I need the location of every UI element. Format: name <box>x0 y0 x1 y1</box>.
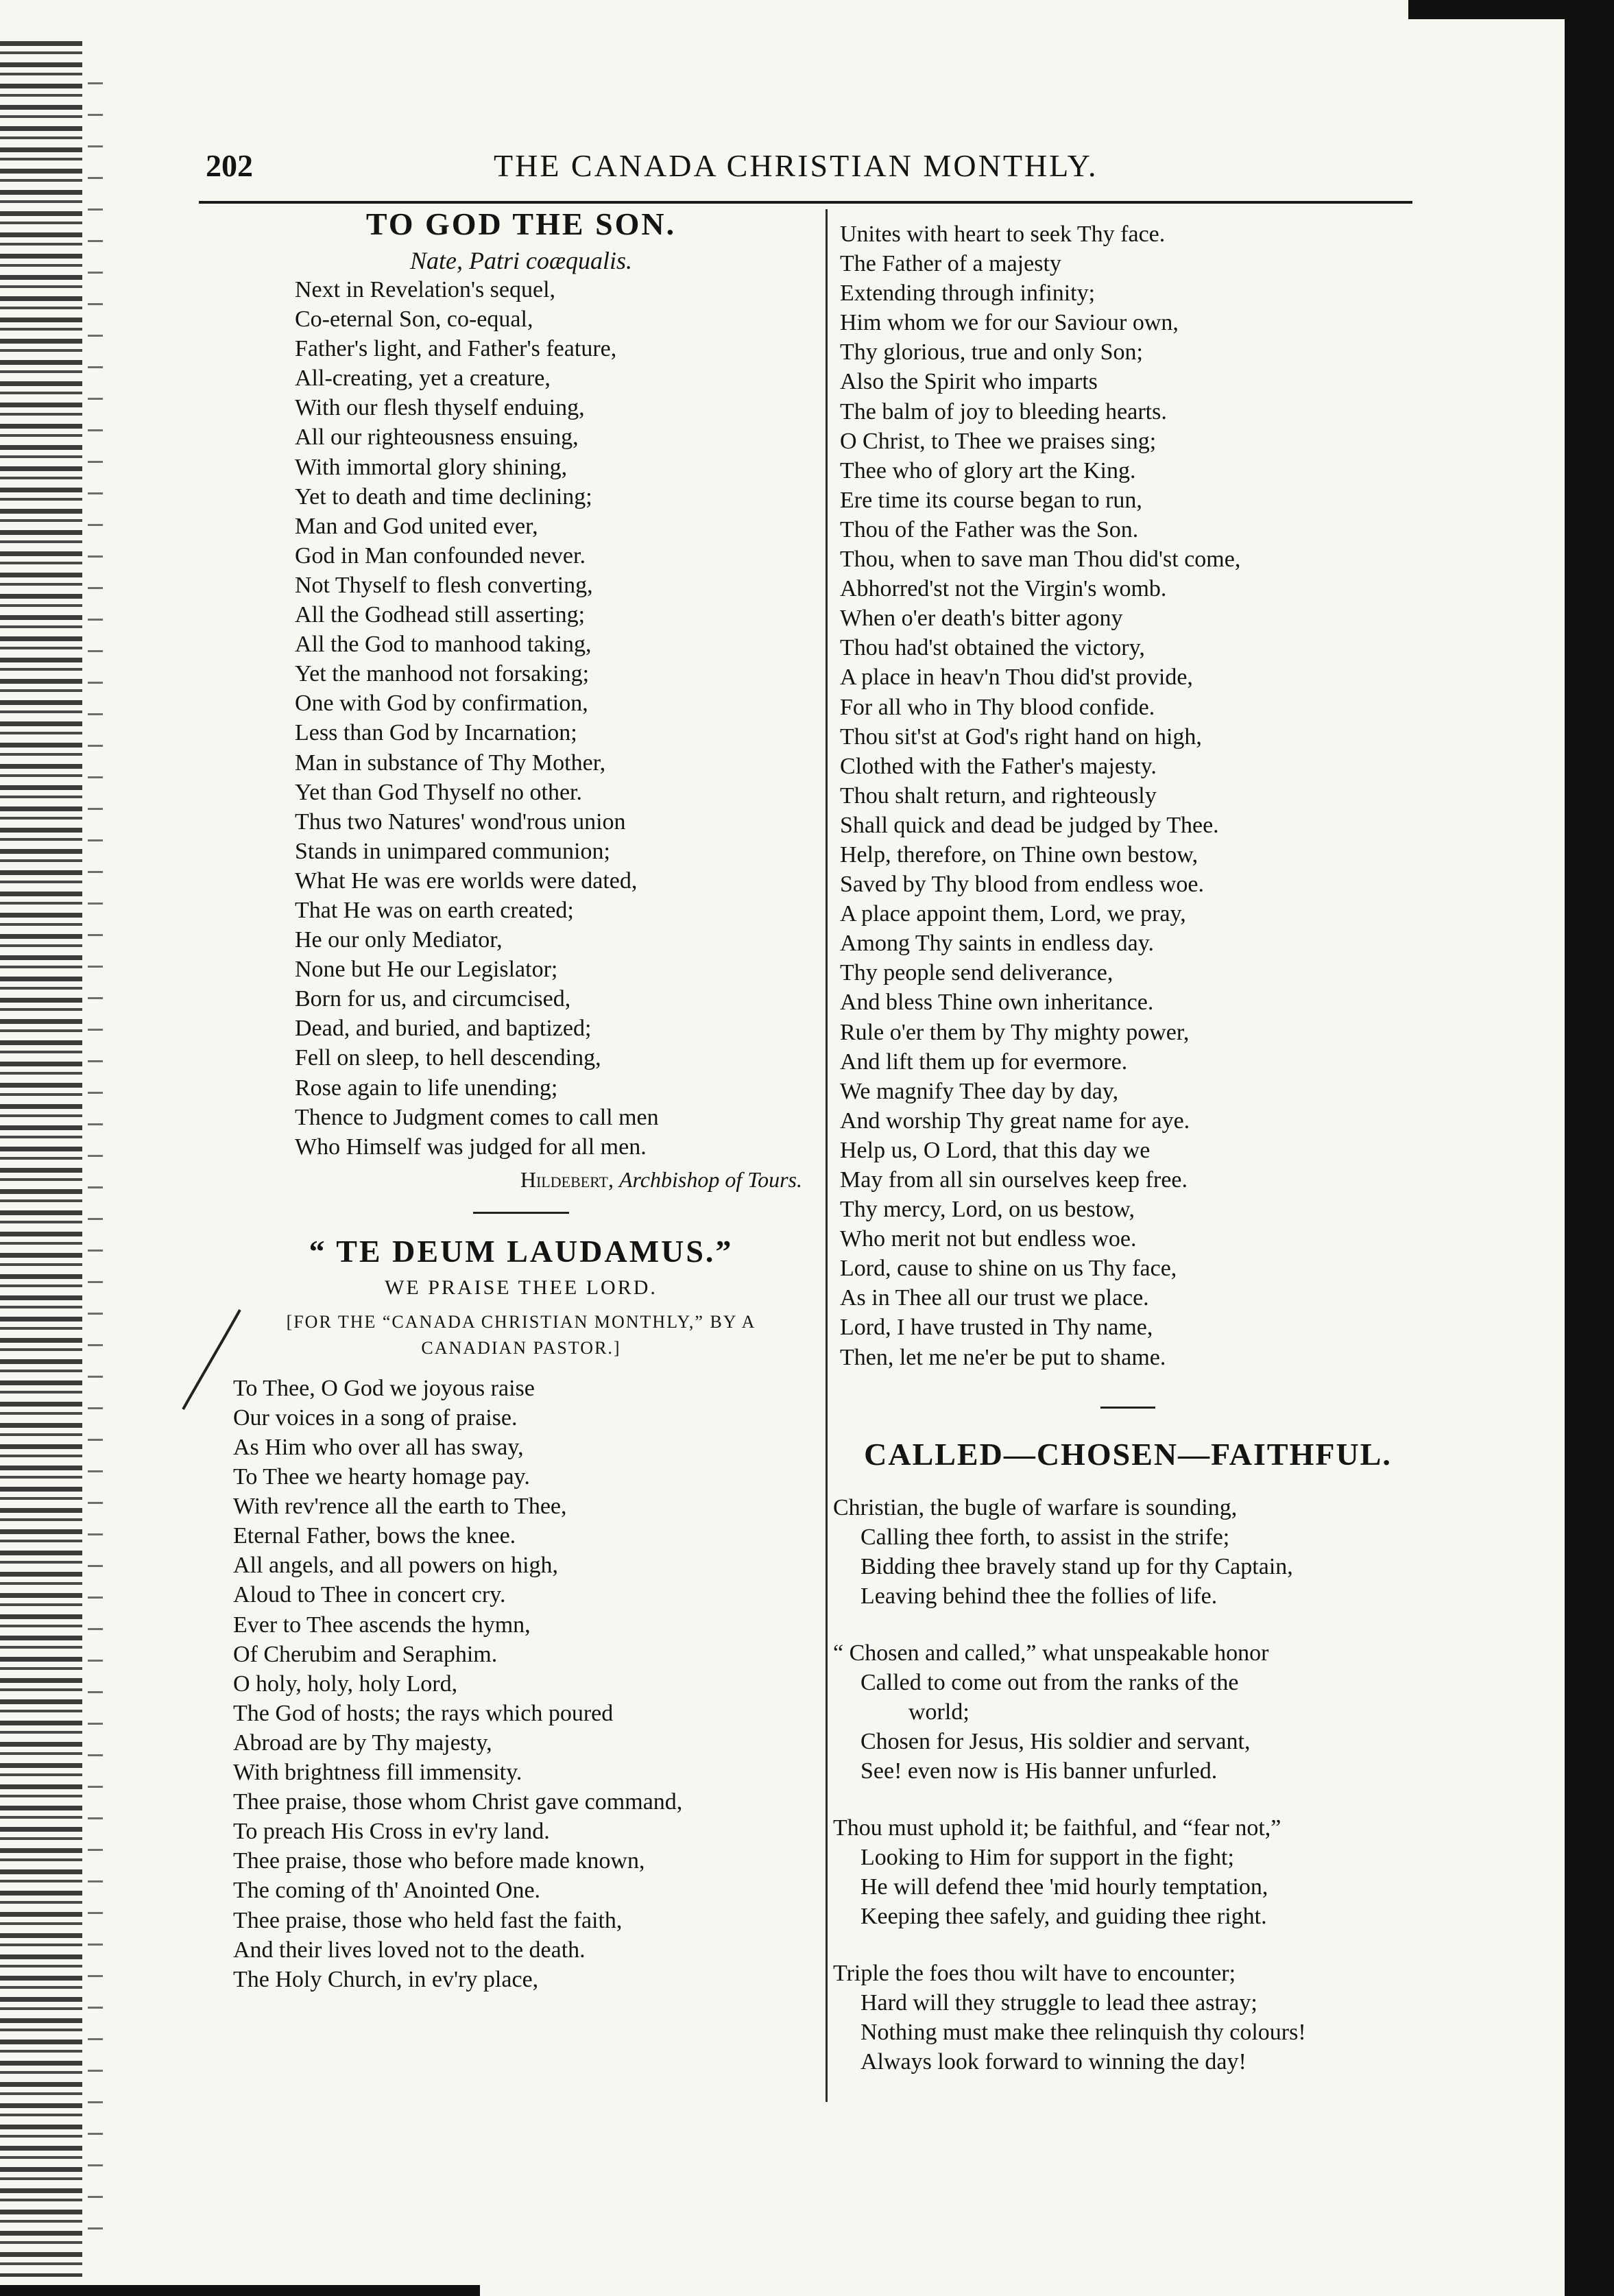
section-rule <box>473 1212 569 1214</box>
poem-line: Saved by Thy blood from endless woe. <box>840 872 1205 898</box>
poem-line: Thee praise, those whom Christ gave command, <box>233 1789 683 1815</box>
poem-line: Co-eternal Son, co-equal, <box>295 307 533 333</box>
page-number: 202 <box>206 148 253 183</box>
scan-edge-bottom <box>0 2285 480 2296</box>
poem-title-te-deum: “ TE DEUM LAUDAMUS.” <box>309 1233 734 1269</box>
poem-line: Thy glorious, true and only Son; <box>840 339 1143 366</box>
poem-line: And worship Thy great name for aye. <box>840 1108 1190 1134</box>
poem-line: All angels, and all powers on high, <box>233 1553 559 1579</box>
poem-line: When o'er death's bitter agony <box>840 606 1123 632</box>
poem-line: Hard will they struggle to lead thee astray; <box>860 1989 1257 2016</box>
header-rule <box>199 201 1412 204</box>
poem-line: Less than God by Incarnation; <box>295 720 577 746</box>
poem-line: Aloud to Thee in concert cry. <box>233 1582 506 1608</box>
stanza <box>833 1493 1423 1611</box>
poem-line: Yet the manhood not forsaking; <box>295 661 590 687</box>
poem-line: Shall quick and dead be judged by Thee. <box>840 812 1219 838</box>
poem-line: Abhorred'st not the Virgin's womb. <box>840 576 1167 602</box>
stanza <box>833 1813 1423 1931</box>
poem-line: Rose again to life unending; <box>295 1075 558 1101</box>
poem-line: Born for us, and circumcised, <box>295 986 571 1012</box>
poem-line: The balm of joy to bleeding hearts. <box>840 398 1167 424</box>
poem-line: Him whom we for our Saviour own, <box>840 310 1179 336</box>
poem-line: Christian, the bugle of warfare is sounding, <box>833 1494 1238 1520</box>
poem-line: Triple the foes thou wilt have to encounter; <box>833 1960 1236 1986</box>
poem-lines <box>226 275 816 1162</box>
poem-line: To Thee we hearty homage pay. <box>233 1464 530 1490</box>
poem-line: A place appoint them, Lord, we pray, <box>840 901 1186 927</box>
stanza <box>833 1959 1423 2077</box>
poem-line: Thence to Judgment comes to call men <box>295 1104 659 1130</box>
poem-line: God in Man confounded never. <box>295 542 586 569</box>
poem-line: Looking to Him for support in the fight; <box>860 1844 1234 1870</box>
scan-edge-right <box>1532 0 1614 2296</box>
poem-line: Thou must uphold it; be faithful, and “fear not,” <box>833 1815 1281 1841</box>
scan-edge-specks <box>88 82 103 2243</box>
poem-line: Yet than God Thyself no other. <box>295 779 583 805</box>
poem-line: O holy, holy, holy Lord, <box>233 1671 458 1697</box>
poem-line: One with God by confirmation, <box>295 691 588 717</box>
poem-line: The Holy Church, in ev'ry place, <box>233 1966 539 1992</box>
editorial-note <box>226 1309 816 1361</box>
poem-line: Thy people send deliverance, <box>840 960 1113 986</box>
poem-line: The coming of th' Anointed One. <box>233 1878 541 1904</box>
attribution-name: Hildebert, <box>520 1167 614 1192</box>
poem-line: To preach His Cross in ev'ry land. <box>233 1819 550 1845</box>
poem-lines <box>226 1374 816 1994</box>
poem-line: Extending through infinity; <box>840 280 1096 307</box>
running-title: THE CANADA CHRISTIAN MONTHLY. <box>494 148 1098 183</box>
poem-line: With our flesh thyself enduing, <box>295 395 585 421</box>
poem-line: Thy mercy, Lord, on us bestow, <box>840 1197 1135 1223</box>
poem-line: Among Thy saints in endless day. <box>840 931 1155 957</box>
poem-lines <box>833 219 1423 1372</box>
poem-title-called-chosen-faithful: CALLED—CHOSEN—FAITHFUL. <box>864 1436 1392 1472</box>
poem-line: He our only Mediator, <box>295 927 503 953</box>
column-divider <box>826 209 828 2102</box>
poem-line: The God of hosts; the rays which poured <box>233 1700 614 1726</box>
poem-line: Thou shalt return, and righteously <box>840 782 1157 809</box>
poem-line: Yet to death and time declining; <box>295 483 592 510</box>
poem-line: Stands in unimpared communion; <box>295 838 610 864</box>
poem-line: Not Thyself to flesh converting, <box>295 572 593 598</box>
poem-line: Bidding thee bravely stand up for thy Captain, <box>860 1553 1293 1579</box>
attribution-place: Archbishop of Tours. <box>618 1167 802 1192</box>
poem-line: Rule o'er them by Thy mighty power, <box>840 1019 1190 1045</box>
poem-line: For all who in Thy blood confide. <box>840 694 1155 720</box>
poem-line: Abroad are by Thy majesty, <box>233 1730 492 1756</box>
poem-line: See! even now is His banner unfurled. <box>860 1758 1218 1784</box>
poem-line: As Him who over all has sway, <box>233 1435 524 1460</box>
poem-line: A place in heav'n Thou did'st provide, <box>840 665 1193 691</box>
poem-line: And lift them up for evermore. <box>840 1049 1128 1075</box>
poem-line: Lord, cause to shine on us Thy face, <box>840 1256 1177 1282</box>
poem-line: Thou, when to save man Thou did'st come, <box>840 547 1241 573</box>
poem-line: Called to come out from the ranks of the <box>860 1669 1239 1695</box>
poem-line: world; <box>908 1699 969 1725</box>
left-column <box>226 206 816 1994</box>
poem-line: Nothing must make thee relinquish thy colours! <box>860 2019 1306 2045</box>
scan-edge-left <box>0 41 82 2277</box>
poem-line: Thus two Natures' wond'rous union <box>295 809 626 835</box>
poem-line: Keeping thee safely, and guiding thee right. <box>860 1903 1267 1929</box>
poem-line: Thou of the Father was the Son. <box>840 516 1139 542</box>
poem-line: As in Thee all our trust we place. <box>840 1285 1149 1311</box>
poem-line: Thee praise, those who held fast the faith, <box>233 1907 623 1933</box>
stanza <box>833 1638 1423 1786</box>
poem-line: And their lives loved not to the death. <box>233 1937 586 1963</box>
poem-line: O Christ, to Thee we praises sing; <box>840 428 1157 454</box>
poem-line: Who merit not but endless woe. <box>840 1226 1137 1252</box>
poem-line: What He was ere worlds were dated, <box>295 868 638 894</box>
poem-line: Clothed with the Father's majesty. <box>840 753 1157 779</box>
poem-subtitle: WE PRAISE THEE LORD. <box>385 1276 658 1299</box>
poem-line: All-creating, yet a creature, <box>295 366 551 392</box>
poem-line: And bless Thine own inheritance. <box>840 990 1154 1016</box>
poem-line: Ere time its course began to run, <box>840 487 1142 513</box>
poem-line: He will defend thee 'mid hourly temptation, <box>860 1874 1268 1900</box>
section-rule <box>1100 1407 1155 1409</box>
poem-line: Eternal Father, bows the knee. <box>233 1523 516 1549</box>
poem-line: Next in Revelation's sequel, <box>295 277 556 302</box>
poem-line: Also the Spirit who imparts <box>840 369 1098 395</box>
poem-line: Thee praise, those who before made known, <box>233 1848 645 1874</box>
poem-line: Leaving behind thee the follies of life. <box>860 1583 1218 1609</box>
poem-line: Calling thee forth, to assist in the strife; <box>860 1524 1230 1550</box>
poem-line: Man and God united ever, <box>295 513 538 539</box>
poem-line: With brightness fill immensity. <box>233 1760 522 1786</box>
poem-line: Thou had'st obtained the victory, <box>840 635 1145 661</box>
poem-line: That He was on earth created; <box>295 897 574 923</box>
poem-line: With immortal glory shining, <box>295 454 568 480</box>
poem-line: We magnify Thee day by day, <box>840 1078 1119 1104</box>
poem-title-to-god-the-son: TO GOD THE SON. <box>365 206 677 241</box>
poem-line: Fell on sleep, to hell descending, <box>295 1045 601 1071</box>
right-column <box>833 219 1423 2104</box>
poem-stanzas <box>833 1493 1423 2077</box>
poem-line: Chosen for Jesus, His soldier and servant, <box>860 1728 1251 1754</box>
poem-line: Ever to Thee ascends the hymn, <box>233 1612 531 1638</box>
poem-line: Of Cherubim and Seraphim. <box>233 1641 498 1667</box>
poem-line: All our righteousness ensuing, <box>295 424 579 451</box>
scan-edge-top-right <box>1408 0 1614 19</box>
poem-line: None but He our Legislator; <box>295 957 558 983</box>
poem-line: Then, let me ne'er be put to shame. <box>840 1344 1166 1370</box>
poem-line: The Father of a majesty <box>840 251 1061 277</box>
poem-line: Who Himself was judged for all men. <box>295 1134 647 1160</box>
poem-line: May from all sin ourselves keep free. <box>840 1167 1188 1193</box>
poem-line: Lord, I have trusted in Thy name, <box>840 1315 1153 1341</box>
poem-line: Help, therefore, on Thine own bestow, <box>840 841 1199 868</box>
poem-line: With rev'rence all the earth to Thee, <box>233 1494 567 1520</box>
page-header <box>206 147 1440 195</box>
poem-line: Dead, and buried, and baptized; <box>295 1016 592 1042</box>
poem-line: “ Chosen and called,” what unspeakable honor <box>833 1640 1269 1666</box>
poem-line: Our voices in a song of praise. <box>233 1404 518 1431</box>
poem-line: To Thee, O God we joyous raise <box>233 1375 535 1401</box>
poem-line: Man in substance of Thy Mother, <box>295 750 606 776</box>
attribution <box>226 1167 802 1193</box>
poem-line: Help us, O Lord, that this day we <box>840 1137 1151 1163</box>
poem-line: Unites with heart to seek Thy face. <box>840 222 1166 247</box>
poem-line: Thou sit'st at God's right hand on high, <box>840 724 1202 750</box>
poem-line: Always look forward to winning the day! <box>860 2048 1246 2074</box>
note-line: CANADIAN PASTOR.] <box>421 1337 621 1358</box>
poem-subtitle: Nate, Patri coæqualis. <box>410 247 632 274</box>
poem-line: All the God to manhood taking, <box>295 632 592 658</box>
note-line: [FOR THE “CANADA CHRISTIAN MONTHLY,” BY A <box>286 1311 756 1332</box>
poem-line: Father's light, and Father's feature, <box>295 336 617 362</box>
poem-line: Thee who of glory art the King. <box>840 457 1136 483</box>
poem-line: All the Godhead still asserting; <box>295 602 586 628</box>
